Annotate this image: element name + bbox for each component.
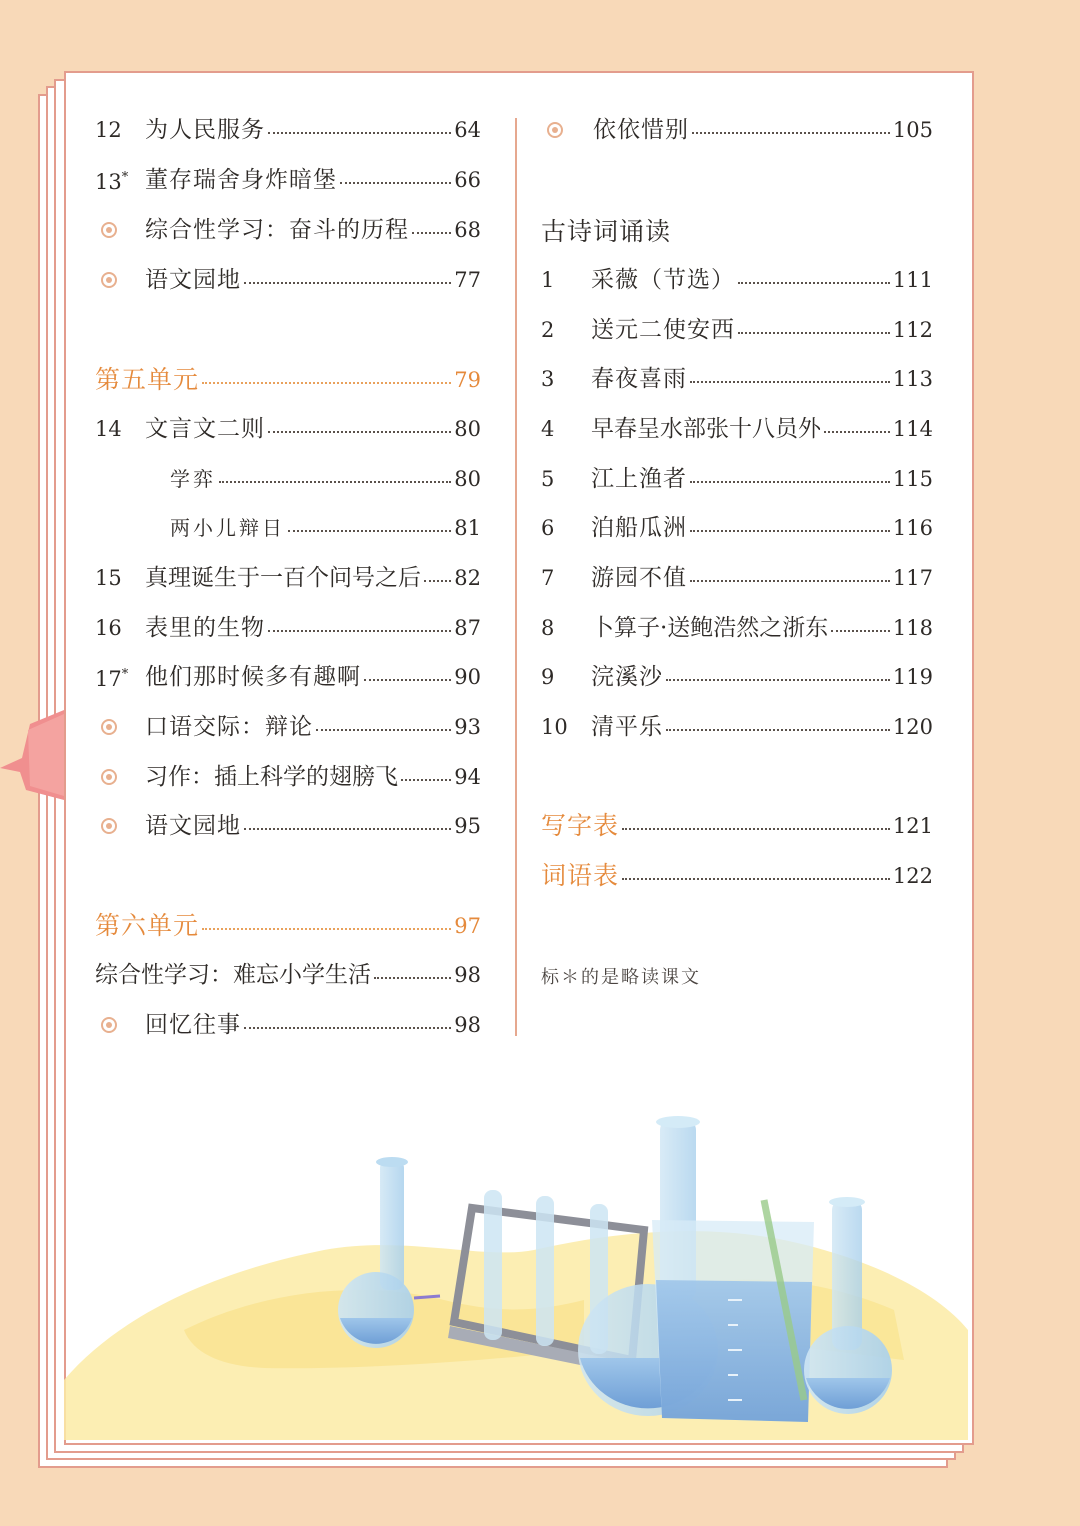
circle-icon — [101, 1017, 117, 1033]
lesson-title: 文言文二则 — [145, 416, 265, 442]
lesson-title: 依依惜别 — [593, 117, 689, 143]
toc-entry[interactable] — [95, 955, 481, 995]
leader-dots — [268, 431, 451, 433]
page-number: 117 — [892, 566, 933, 590]
poem-number: 5 — [541, 467, 555, 491]
poem-number: 8 — [541, 616, 555, 640]
poem-number: 4 — [541, 417, 555, 441]
page-number: 119 — [892, 665, 933, 689]
leader-dots — [202, 382, 451, 384]
lesson-number: 14 — [95, 417, 122, 441]
circle-icon — [101, 818, 117, 834]
poem-entry[interactable] — [541, 608, 933, 648]
leader-dots — [666, 729, 890, 731]
unit-heading-5[interactable] — [95, 360, 481, 400]
lesson-number: 12 — [95, 118, 122, 142]
circle-icon — [547, 122, 563, 138]
page-number: 80 — [454, 417, 481, 441]
poem-number: 6 — [541, 516, 555, 540]
toc-entry[interactable] — [95, 657, 481, 697]
leader-dots — [340, 182, 451, 184]
leader-dots — [690, 530, 890, 532]
poem-title: 送元二使安西 — [591, 317, 735, 343]
lesson-title: 两小儿辩日 — [170, 516, 285, 540]
leader-dots — [824, 431, 890, 433]
leader-dots — [244, 828, 451, 830]
toc-entry[interactable] — [95, 707, 481, 747]
poem-entry[interactable] — [541, 359, 933, 399]
leader-dots — [268, 630, 451, 632]
lesson-title: 口语交际：辩论 — [145, 714, 313, 740]
poem-title: 春夜喜雨 — [591, 366, 687, 392]
page-number: 64 — [454, 118, 481, 142]
leader-dots — [374, 977, 451, 979]
page-number: 120 — [892, 715, 933, 739]
poem-number: 9 — [541, 665, 555, 689]
poem-entry[interactable] — [541, 707, 933, 747]
leader-dots — [202, 928, 451, 930]
leader-dots — [244, 1027, 451, 1029]
unit-title: 第五单元 — [95, 365, 200, 394]
leader-dots — [219, 481, 451, 483]
lesson-title: 真理诞生于一百个问号之后 — [145, 565, 421, 591]
poem-number: 2 — [541, 318, 555, 342]
lesson-number: 16 — [95, 616, 122, 640]
page-number: 77 — [454, 268, 481, 292]
skim-reading-note: 标＊的是略读课文 — [541, 967, 701, 988]
leader-dots — [316, 729, 451, 731]
lesson-number: 15 — [95, 566, 122, 590]
poem-title: 早春呈水部张十八员外 — [591, 416, 821, 442]
poem-number: 3 — [541, 367, 555, 391]
leader-dots — [622, 878, 890, 880]
toc-entry[interactable] — [95, 757, 481, 797]
page-number: 81 — [454, 516, 481, 540]
leader-dots — [268, 132, 451, 134]
leader-dots — [690, 381, 890, 383]
leader-dots — [401, 779, 451, 781]
page-number: 79 — [454, 368, 481, 392]
poem-entry[interactable] — [541, 459, 933, 499]
poem-entry[interactable] — [541, 558, 933, 598]
poetry-section-heading: 古诗词诵读 — [541, 217, 672, 246]
leader-dots — [364, 679, 451, 681]
poem-title: 泊船瓜洲 — [591, 515, 687, 541]
page-number: 114 — [892, 417, 933, 441]
poem-entry[interactable] — [541, 508, 933, 548]
leader-dots — [412, 232, 451, 234]
toc-entry[interactable] — [95, 110, 481, 150]
poem-entry[interactable] — [541, 657, 933, 697]
poem-entry[interactable] — [541, 409, 933, 449]
poem-title: 浣溪沙 — [591, 664, 663, 690]
page-number: 116 — [892, 516, 933, 540]
appendix-title: 写字表 — [541, 811, 620, 840]
lesson-title: 综合性学习：难忘小学生活 — [95, 962, 371, 988]
page-number: 80 — [454, 467, 481, 491]
circle-icon — [101, 719, 117, 735]
page-number: 115 — [892, 467, 933, 491]
skim-reading-star: * — [121, 170, 129, 185]
page-number: 68 — [454, 218, 481, 242]
page-number: 105 — [892, 118, 933, 142]
lesson-title: 回忆往事 — [145, 1012, 241, 1038]
poem-number: 10 — [541, 715, 568, 739]
page-number: 118 — [892, 616, 933, 640]
lesson-title: 为人民服务 — [145, 117, 265, 143]
toc-entry[interactable] — [95, 409, 481, 449]
poem-number: 7 — [541, 566, 555, 590]
poem-title: 江上渔者 — [591, 466, 687, 492]
page-number: 111 — [892, 268, 933, 292]
poem-title: 游园不值 — [591, 565, 687, 591]
unit-title: 第六单元 — [95, 911, 200, 940]
toc-entry[interactable] — [541, 110, 933, 150]
lesson-title: 他们那时候多有趣啊 — [145, 664, 361, 690]
page-number: 90 — [454, 665, 481, 689]
leader-dots — [831, 630, 890, 632]
toc-entry[interactable] — [95, 558, 481, 598]
circle-icon — [101, 769, 117, 785]
toc-entry[interactable] — [95, 608, 481, 648]
lesson-number: 13* — [95, 170, 129, 194]
lesson-title: 语文园地 — [145, 813, 241, 839]
skim-reading-star: * — [121, 667, 129, 682]
page-number: 112 — [892, 318, 933, 342]
leader-dots — [622, 828, 890, 830]
leader-dots — [244, 282, 451, 284]
toc-entry[interactable] — [95, 260, 481, 300]
toc-subentry[interactable] — [95, 459, 481, 499]
toc-subentry[interactable] — [95, 508, 481, 548]
poem-entry[interactable] — [541, 260, 933, 300]
page-number: 94 — [454, 765, 481, 789]
beaker — [652, 1200, 814, 1422]
poem-title: 卜算子·送鲍浩然之浙东 — [591, 615, 829, 641]
appendix-entry-writing-chart[interactable] — [541, 806, 933, 846]
leader-dots — [738, 282, 890, 284]
poem-entry[interactable] — [541, 310, 933, 350]
lab-glassware-illustration — [64, 1100, 968, 1440]
poem-title: 采薇（节选） — [591, 267, 735, 293]
appendix-title: 词语表 — [541, 861, 620, 890]
page-number: 87 — [454, 616, 481, 640]
lesson-title: 学弈 — [170, 467, 216, 491]
page-number: 82 — [454, 566, 481, 590]
leader-dots — [666, 679, 890, 681]
lesson-title: 综合性学习：奋斗的历程 — [145, 217, 409, 243]
page-number: 98 — [454, 963, 481, 987]
toc-entry[interactable] — [95, 160, 481, 200]
leader-dots — [738, 332, 890, 334]
leader-dots — [424, 580, 451, 582]
page-number: 95 — [454, 814, 481, 838]
page-number: 97 — [454, 914, 481, 938]
poem-number: 1 — [541, 268, 555, 292]
circle-icon — [101, 272, 117, 288]
toc-entry[interactable] — [95, 806, 481, 846]
leader-dots — [288, 530, 451, 532]
page-number: 66 — [454, 168, 481, 192]
lesson-title: 语文园地 — [145, 267, 241, 293]
page-number: 98 — [454, 1013, 481, 1037]
lesson-title: 习作：插上科学的翅膀飞 — [145, 764, 398, 790]
page-number: 93 — [454, 715, 481, 739]
lesson-number: 17* — [95, 667, 129, 691]
leader-dots — [692, 132, 890, 134]
lesson-title: 表里的生物 — [145, 615, 265, 641]
circle-icon — [101, 222, 117, 238]
page-number: 113 — [892, 367, 933, 391]
bookmark-ribbon[interactable] — [0, 710, 64, 800]
poem-title: 清平乐 — [591, 714, 663, 740]
leader-dots — [690, 580, 890, 582]
unit-heading-6[interactable] — [95, 906, 481, 946]
lesson-title: 董存瑞舍身炸暗堡 — [145, 167, 337, 193]
column-divider — [515, 118, 517, 1036]
leader-dots — [690, 481, 890, 483]
toc-entry[interactable] — [95, 210, 481, 250]
appendix-entry-vocabulary[interactable] — [541, 856, 933, 896]
page-number: 121 — [892, 814, 933, 838]
page-number: 122 — [892, 864, 933, 888]
toc-entry[interactable] — [95, 1005, 481, 1045]
